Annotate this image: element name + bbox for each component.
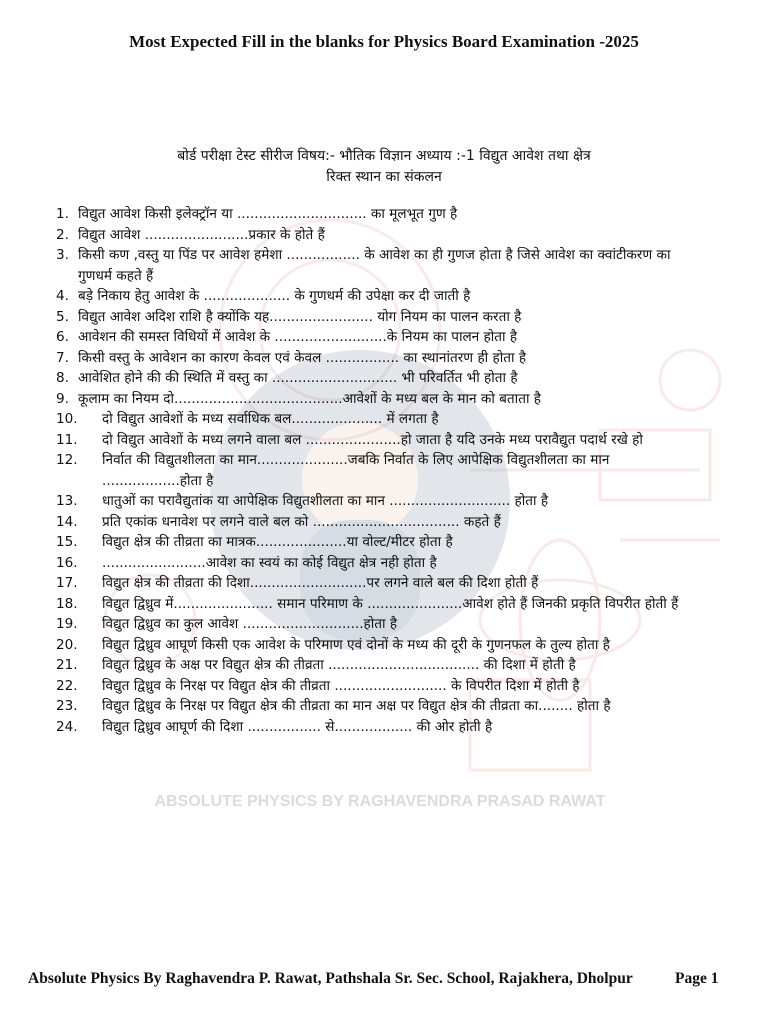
question-number: 21. [56,657,78,673]
question-number: 18. [56,595,78,612]
question-text: किसी कण ,वस्तु या पिंड पर आवेश हमेशा ................. के आवेश का ही गुणज होता है जिसे आवेश का क्वांटीकरण का गुणधर्म कहते हैं [78,247,671,284]
question-text: बड़े निकाय हेतु आवेश के .................... के गुणधर्म की उपेक्षा कर दी जाती है [78,288,471,304]
question-text: विद्युत द्विध्रुव आघूर्ण की दिशा ................. से.................. की ओर होती है [102,718,493,735]
question-number: 3. [56,247,69,263]
question-text: विद्युत द्विध्रुव का कुल आवेश ............................होता है [102,616,398,632]
question-text: कूलाम का नियम दो.......................................आवेशों के मध्य बल के मान को बताता है [78,390,542,407]
question-text: विद्युत आवेश ........................प्रकार के होते हैं [78,226,325,243]
question-number: 24. [56,718,78,735]
question-item [56,430,686,451]
question-number: 14. [56,513,78,530]
question-item [56,532,686,553]
question-number: 22. [56,677,78,694]
question-number: 9. [56,390,69,407]
question-text: किसी वस्तु के आवेशन का कारण केवल एवं केवल ................. का स्थानांतरण ही होता है [78,349,527,366]
page-number: Page 1 [675,970,719,987]
question-number: 4. [56,288,69,304]
question-text: विद्युत आवेश अदिश राशि है क्योंकि यह........................ योग नियम का पालन करता है [78,308,522,325]
question-text: ........................आवेश का स्वयं का कोई विद्युत क्षेत्र नही होता है [102,554,437,571]
question-number: 6. [56,329,69,345]
question-text: विद्युत द्विध्रुव आघूर्ण किसी एक आवेश के परिमाण एवं दोनों के मध्य की दूरी के गुणनफल के तुल्य होता है [102,636,610,653]
question-item [56,450,686,491]
question-item [56,204,686,225]
question-item [56,409,686,430]
question-number: 12. [56,452,78,468]
question-number: 8. [56,370,69,386]
question-text: विद्युत द्विध्रुव के अक्ष पर विद्युत क्षेत्र की तीव्रता ................................... की दिशा में होती है [102,657,576,673]
question-item [56,676,686,697]
question-text: दो विद्युत आवेशों के मध्य सर्वाधिक बल..................... में लगता है [102,411,439,427]
question-item [56,512,686,533]
question-item [56,368,686,389]
question-text: विद्युत द्विध्रुव में....................... समान परिमाण के ......................आवेश होते हैं जिनकी प्रकृति विपरीत होती हैं [102,595,679,612]
question-text: विद्युत क्षेत्र की तीव्रता की दिशा...........................पर लगने वाले बल की दिशा होती हैं [102,575,539,591]
question-number: 16. [56,554,78,571]
question-item [56,717,686,738]
question-text: आवेशन की समस्त विधियों में आवेश के ..........................के नियम का पालन होता है [78,329,518,345]
question-number: 15. [56,534,78,550]
question-number: 17. [56,575,78,591]
question-text: विद्युत क्षेत्र की तीव्रता का मात्रक.....................या वोल्ट/मीटर होता है [102,534,453,550]
question-number: 20. [56,636,78,653]
question-item [56,389,686,410]
question-item [56,348,686,369]
question-text: आवेशित होने की की स्थिति में वस्तु का ............................. भी परिवर्तित भी होता है [78,370,518,386]
question-item [56,553,686,574]
question-text: विद्युत आवेश किसी इलेक्ट्रॉन या .............................. का मूलभूत गुण है [78,206,458,222]
question-item [56,245,686,286]
subtitle-line-2: रिक्त स्थान का संकलन [326,169,442,185]
question-list [56,204,686,737]
question-item [56,696,686,717]
question-item [56,594,686,615]
question-text: प्रति एकांक धनावेश पर लगने वाले बल को .................................. कहते हैं [102,513,501,530]
page-subtitle [0,146,768,188]
subtitle-line-1: बोर्ड परीक्षा टेस्ट सीरीज विषय:- भौतिक विज्ञान अध्याय :-1 विद्युत आवेश तथा क्षेत्र [177,148,591,164]
question-number: 5. [56,308,69,325]
footer-text: Absolute Physics By Raghavendra P. Rawat, Pathshala Sr. Sec. School, Rajakhera, Dholpur [28,970,633,987]
question-number: 10. [56,411,78,427]
question-item [56,286,686,307]
question-item [56,491,686,512]
question-number: 11. [56,431,78,448]
question-text: विद्युत द्विध्रुव के निरक्ष पर विद्युत क्षेत्र की तीव्रता .......................... के विपरीत दिशा में होती है [102,677,580,694]
watermark-text: ABSOLUTE PHYSICS BY RAGHAVENDRA PRASAD RAWAT [154,793,606,810]
question-number: 13. [56,493,78,509]
question-text: धातुओं का परावैद्युतांक या आपेक्षिक विद्युतशीलता का मान ............................ होता है [102,493,549,509]
question-item [56,573,686,594]
question-number: 2. [56,226,69,243]
question-text: निर्वात की विद्युतशीलता का मान.....................जबकि निर्वात के लिए आपेक्षिक विद्युतशीलता का मान ..................होता है [102,452,610,489]
page-title: Most Expected Fill in the blanks for Physics Board Examination -2025 [129,32,639,51]
question-item [56,225,686,246]
question-number: 19. [56,616,78,632]
question-item [56,327,686,348]
question-item [56,614,686,635]
question-item [56,307,686,328]
question-text: दो विद्युत आवेशों के मध्य लगने वाला बल ......................हो जाता है यदि उनके मध्य परावैद्युत पदार्थ रखे हो [102,431,643,448]
question-number: 23. [56,698,78,714]
question-item [56,635,686,656]
question-text: विद्युत द्विध्रुव के निरक्ष पर विद्युत क्षेत्र की तीव्रता का मान अक्ष पर विद्युत क्षेत्र की तीव्रता का........ होता है [102,698,611,714]
question-number: 1. [56,206,69,222]
question-item [56,655,686,676]
question-number: 7. [56,349,69,366]
